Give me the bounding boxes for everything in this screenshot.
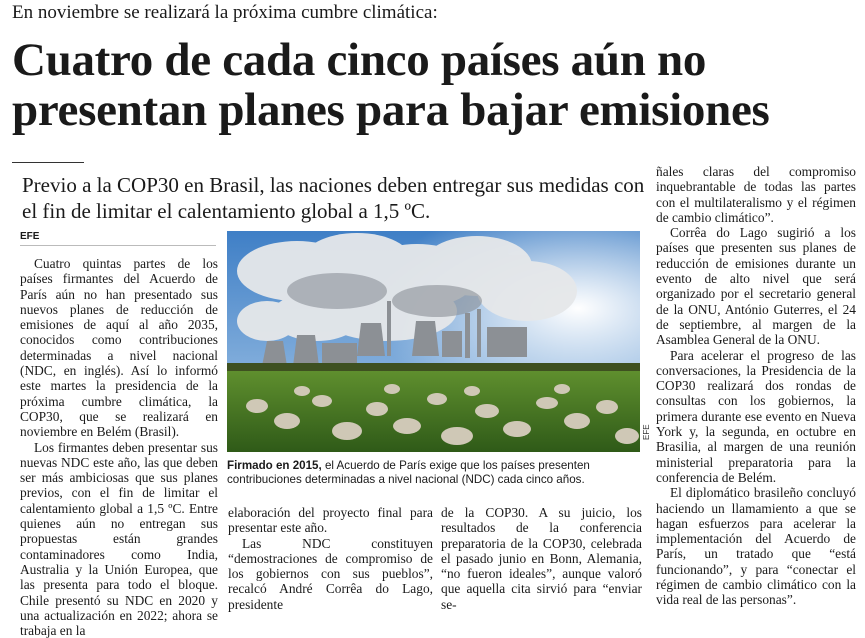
paragraph: Las NDC constituyen “demostraciones de compromiso de los gobiernos con sus pueblos”, recalcó André Corrêa do Lago, presidente [228,535,433,612]
photo-caption [227,459,640,487]
article-deck: Previo a la COP30 en Brasil, las naciones deben entregar sus medidas con el fin de limitar el calentamiento global a 1,5 ºC. [22,173,645,224]
body-column-3 [441,505,642,612]
paragraph: Cuatro quintas partes de los países firmantes del Acuerdo de París aún no han presentado sus nuevos planes de reducción de emisiones de aquí al año 2035, conocidos como contribuciones determinadas a nivel nacional (NDC, en inglés). Así lo informó este martes la presidencia de la próxima cumbre climática, la COP30, que se realizará en noviembre en Belém (Brasil). [20,256,218,440]
headline-rule [12,162,84,163]
paragraph: El diplomático brasileño concluyó haciendo un llamamiento a que se hagan esfuerzos para acelerar la implementación del Acuerdo de París, un tratado que “está funcionando”, y para “conectar el régimen de cambio climático con la vida real de las personas”. [656,485,856,608]
caption-lead: Firmado en 2015, [227,459,322,472]
paragraph: de la COP30. A su juicio, los resultados de la conferencia preparatoria de la COP30, celebrada el pasado junio en Bonn, Alemania, “no fueron ideales”, aunque valoró que aquella cita sirvió para “enviar se- [441,505,642,612]
paragraph: elaboración del proyecto final para presentar este año. [228,505,433,536]
article-byline: EFE [20,231,40,242]
byline-rule [20,245,216,246]
paragraph: Los firmantes deben presentar sus nuevas NDC este año, las que deben ser más ambiciosas que sus planes previos, con el fin de limitar el calentamiento global a 1,5 ºC. Entre quienes aún no entregan sus propuestas están grandes contaminadores como India, Australia y la Unión Europea, que las presenta para todo el bloque. Chile presentó su NDC en 2020 y una actualización en 2022; ahora se trabaja en la [20,439,218,638]
body-column-2 [228,505,433,612]
body-column-1 [20,256,218,638]
paragraph: Corrêa do Lago sugirió a los países que presenten sus planes de reducción de emisiones durante un evento de alto nivel que será organizado por el secretario general de la ONU, António Guterres, el 24 de septiembre, al margen de la Asamblea General de la ONU. [656,225,856,348]
article-headline: Cuatro de cada cinco países aún no presentan planes para bajar emisiones [12,34,770,136]
paragraph: ñales claras del compromiso inquebrantable de todas las partes con el multilateralismo y el régimen de cambio climático”. [656,164,856,225]
body-column-4 [656,164,856,608]
photo-credit: EFE [642,424,651,440]
caption-text: el Acuerdo de París exige que los países presenten contribuciones determinadas a nivel nacional (NDC) cada cinco años. [227,459,590,486]
power-plant-photo [227,231,640,452]
article-kicker: En noviembre se realizará la próxima cumbre climática: [12,2,438,23]
paragraph: Para acelerar el progreso de las conversaciones, la Presidencia de la COP30 realizará dos rondas de consultas con los gobiernos, la primera durante ese evento en Nueva York y, la segunda, en octubre en Brasilia, al margen de una reunión ministerial preparatoria para la conferencia de Belém. [656,347,856,485]
